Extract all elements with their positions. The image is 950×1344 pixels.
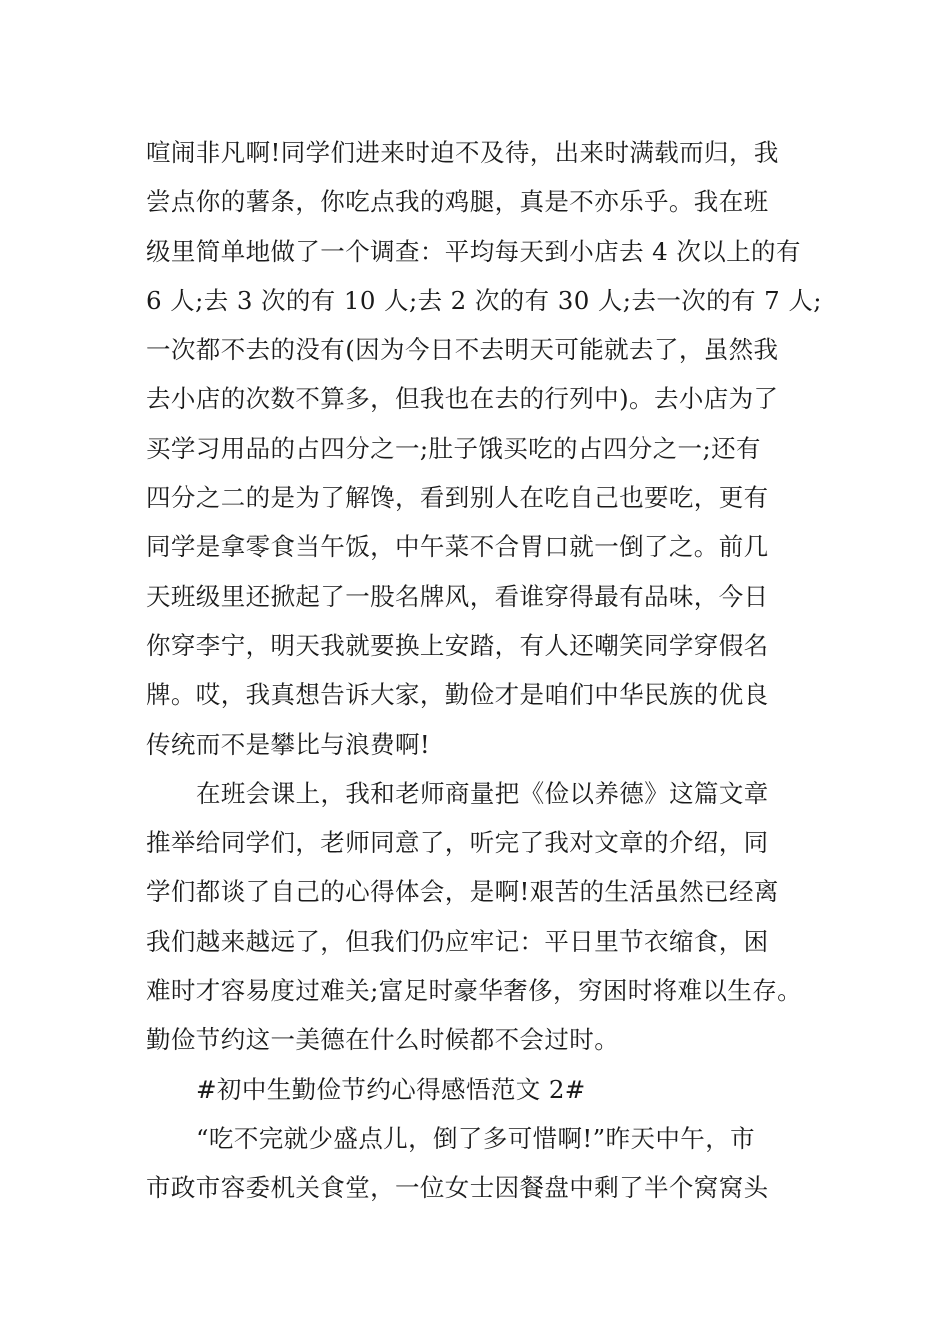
text-line: 传统而不是攀比与浪费啊! (146, 729, 431, 759)
text-line: 勤俭节约这一美德在什么时候都不会过时。 (146, 1025, 620, 1055)
text-line: 买学习用品的占四分之一;肚子饿买吃的占四分之一;还有 (146, 433, 761, 463)
text-line: 同学是拿零食当午饭，中午菜不合胃口就一倒了之。前几 (146, 532, 769, 562)
text-line: 喧闹非凡啊!同学们进来时迫不及待，出来时满载而归，我 (146, 138, 779, 167)
text-line: 尝点你的薯条，你吃点我的鸡腿，真是不亦乐乎。我在班 (146, 187, 769, 217)
text-line: 四分之二的是为了解馋，看到别人在吃自己也要吃，更有 (146, 483, 769, 513)
section-heading: #初中生勤俭节约心得感悟范文 2# (196, 1074, 586, 1104)
text-line: 推举给同学们，老师同意了，听完了我对文章的介绍，同 (146, 828, 769, 858)
text-line: 去小店的次数不算多，但我也在去的行列中)。去小店为了 (146, 384, 779, 414)
text-line: 6 人;去 3 次的有 10 人;去 2 次的有 30 人;去一次的有 7 人; (146, 285, 822, 315)
text-line: 天班级里还掀起了一股名牌风，看谁穿得最有品味，今日 (146, 581, 769, 611)
text-line: 难时才容易度过难关;富足时豪华奢侈，穷困时将难以生存。 (146, 976, 803, 1006)
text-line: 我们越来越远了，但我们仍应牢记：平日里节衣缩食，困 (146, 926, 769, 956)
document-body (146, 128, 846, 1213)
text-line: 你穿李宁，明天我就要换上安踏，有人还嘲笑同学穿假名 (146, 630, 769, 660)
paragraph-start-line: “吃不完就少盛点儿，倒了多可惜啊!”昨天中午，市 (196, 1123, 755, 1153)
text-line: 学们都谈了自己的心得体会，是啊!艰苦的生活虽然已经离 (146, 877, 779, 907)
paragraph-start-line: 在班会课上，我和老师商量把《俭以养德》这篇文章 (196, 778, 769, 808)
text-line: 级里简单地做了一个调查：平均每天到小店去 4 次以上的有 (146, 236, 801, 266)
text-line: 一次都不去的没有(因为今日不去明天可能就去了，虽然我 (146, 335, 779, 365)
text-line: 市政市容委机关食堂，一位女士因餐盘中剩了半个窝窝头 (146, 1173, 769, 1203)
text-line: 牌。哎，我真想告诉大家，勤俭才是咱们中华民族的优良 (146, 680, 769, 710)
